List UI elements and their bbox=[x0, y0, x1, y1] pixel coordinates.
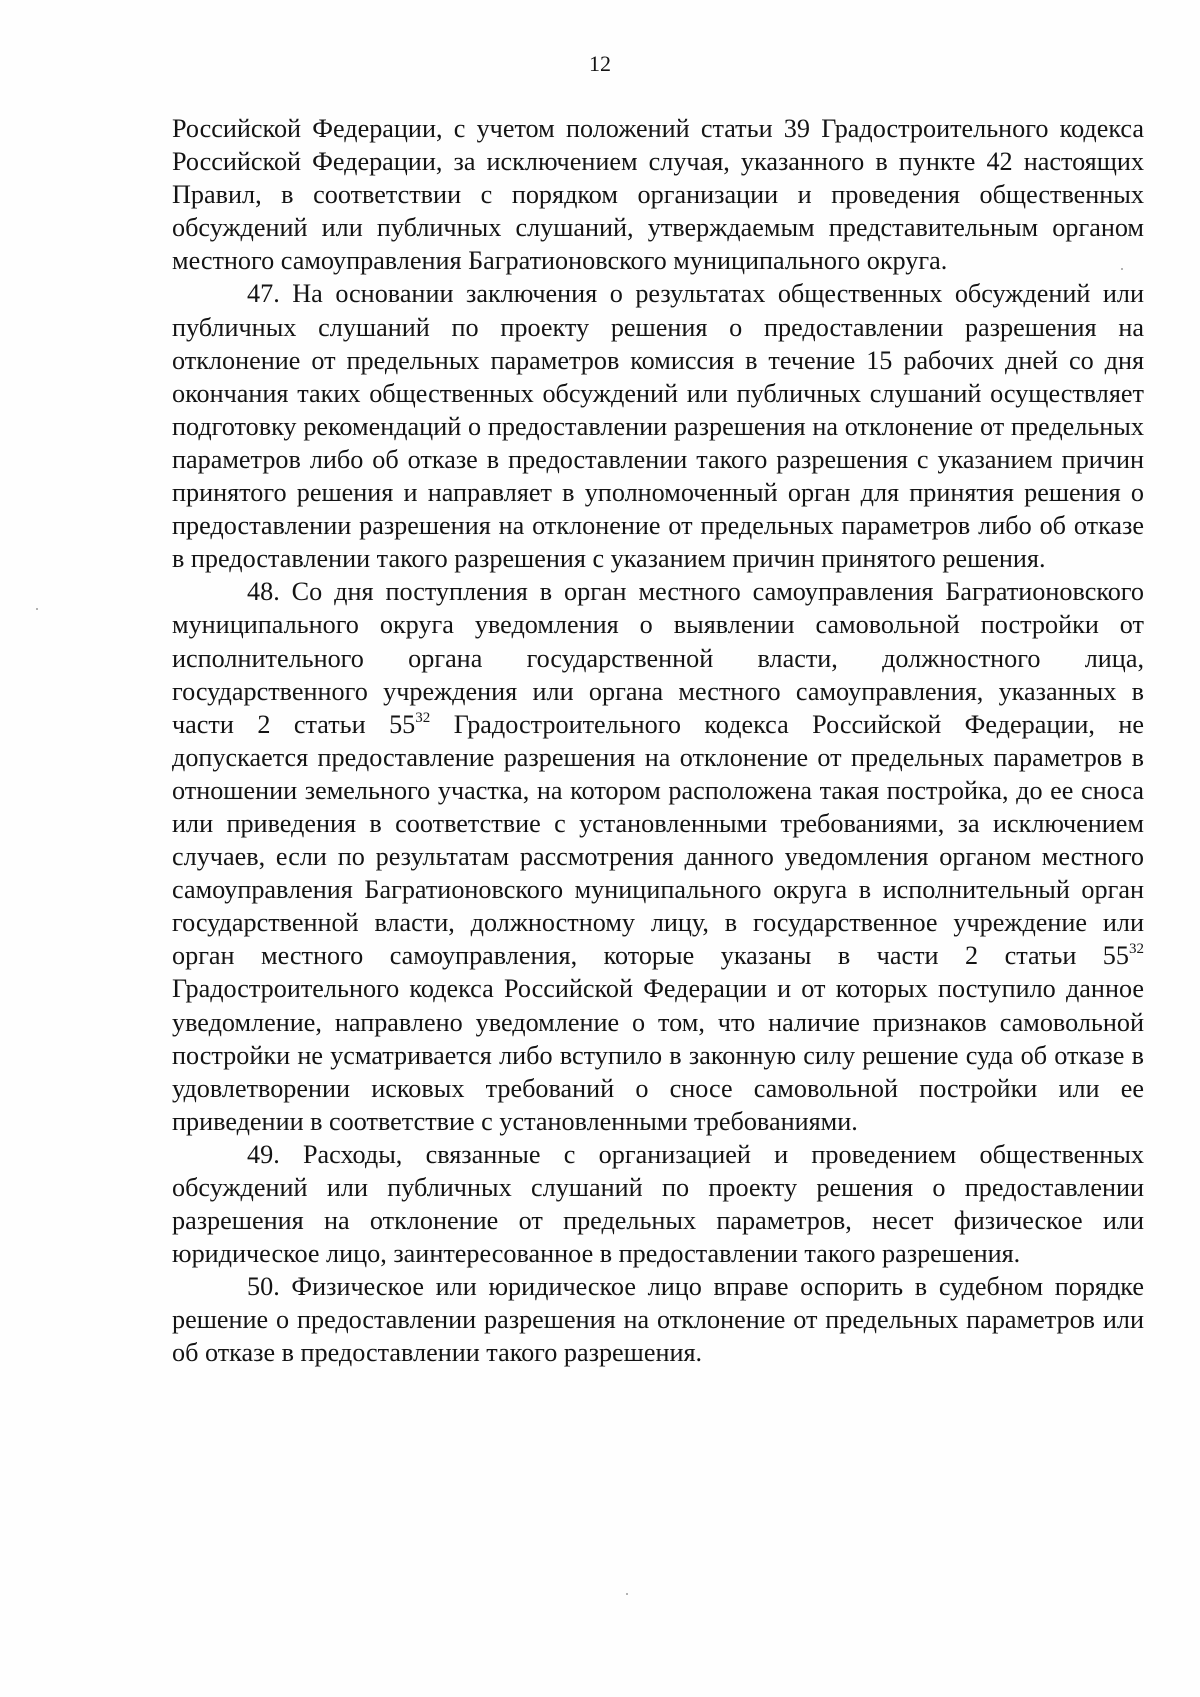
paragraph-48-part-3: Градостроительного кодекса Российской Федерации и от которых поступило данное уведомление, направлено уведомление о том, что наличие признаков самовольной постройки не усматривается либо вступило в законную силу решение суда об отказе в удовлетворении исковых требований о сносе самовольной постройки или ее приведении в соответствие с установленными требованиями. bbox=[172, 974, 1144, 1136]
paragraph-47: 47. На основании заключения о результатах общественных обсуждений или публичных слушаний по проекту решения о предоставлении разрешения на отклонение от предельных параметров комиссия в течение 15 рабочих дней со дня окончания таких общественных обсуждений или публичных слушаний осуществляет подготовку рекомендаций о предоставлении разрешения на отклонение от предельных параметров либо об отказе в предоставлении такого разрешения с указанием причин принятого решения и направляет в уполномоченный орган для принятия решения о предоставлении разрешения на отклонение от предельных параметров либо об отказе в предоставлении такого разрешения с указанием причин принятого решения. bbox=[172, 279, 1144, 574]
scan-speck bbox=[626, 1593, 628, 1595]
page-number: 12 bbox=[589, 51, 611, 76]
paragraph-48 bbox=[172, 575, 1144, 1138]
scan-speck bbox=[36, 608, 38, 610]
paragraph-50: 50. Физическое или юридическое лицо вправе оспорить в судебном порядке решение о предоставлении разрешения на отклонение от предельных параметров или об отказе в предоставлении такого разрешения. bbox=[172, 1272, 1144, 1368]
paragraph-48-superscript-2: 32 bbox=[1129, 941, 1144, 958]
paragraph-48-superscript-1: 32 bbox=[415, 709, 431, 726]
paragraph-49: 49. Расходы, связанные с организацией и проведением общественных обсуждений или публичных слушаний по проекту решения о предоставлении разрешения на отклонение от предельных параметров, несет физическое или юридическое лицо, заинтересованное в предоставлении такого разрешения. bbox=[172, 1139, 1144, 1269]
document-body bbox=[172, 112, 1144, 1370]
paragraph-48-part-2: Градостроительного кодекса Российской Федерации, не допускается предоставление разрешения на отклонение от предельных параметров в отношении земельного участка, на котором расположена такая постройка, до ее сноса или приведения в соответствие с установленными требованиями, за исключением случаев, если по результатам рассмотрения данного уведомления органом местного самоуправления Багратионовского муниципального округа в исполнительный орган государственной власти, должностному лицу, в государственное учреждение или орган местного самоуправления, которые указаны в части 2 статьи 55 bbox=[172, 709, 1144, 971]
paragraph-48-part-1: 48. Со дня поступления в орган местного самоуправления Багратионовского муниципального округа уведомления о выявлении самовольной постройки от исполнительного органа государственной власти, должностного лица, государственного учреждения или органа местного самоуправления, указанных в части 2 статьи 55 bbox=[172, 577, 1144, 739]
paragraph-46-continuation: Российской Федерации, с учетом положений статьи 39 Градостроительного кодекса Российской Федерации, за исключением случая, указанного в пункте 42 настоящих Правил, в соответствии с порядком организации и проведения общественных обсуждений или публичных слушаний, утверждаемым представительным органом местного самоуправления Багратионовского муниципального округа. bbox=[172, 114, 1144, 276]
scan-speck bbox=[1121, 268, 1123, 270]
